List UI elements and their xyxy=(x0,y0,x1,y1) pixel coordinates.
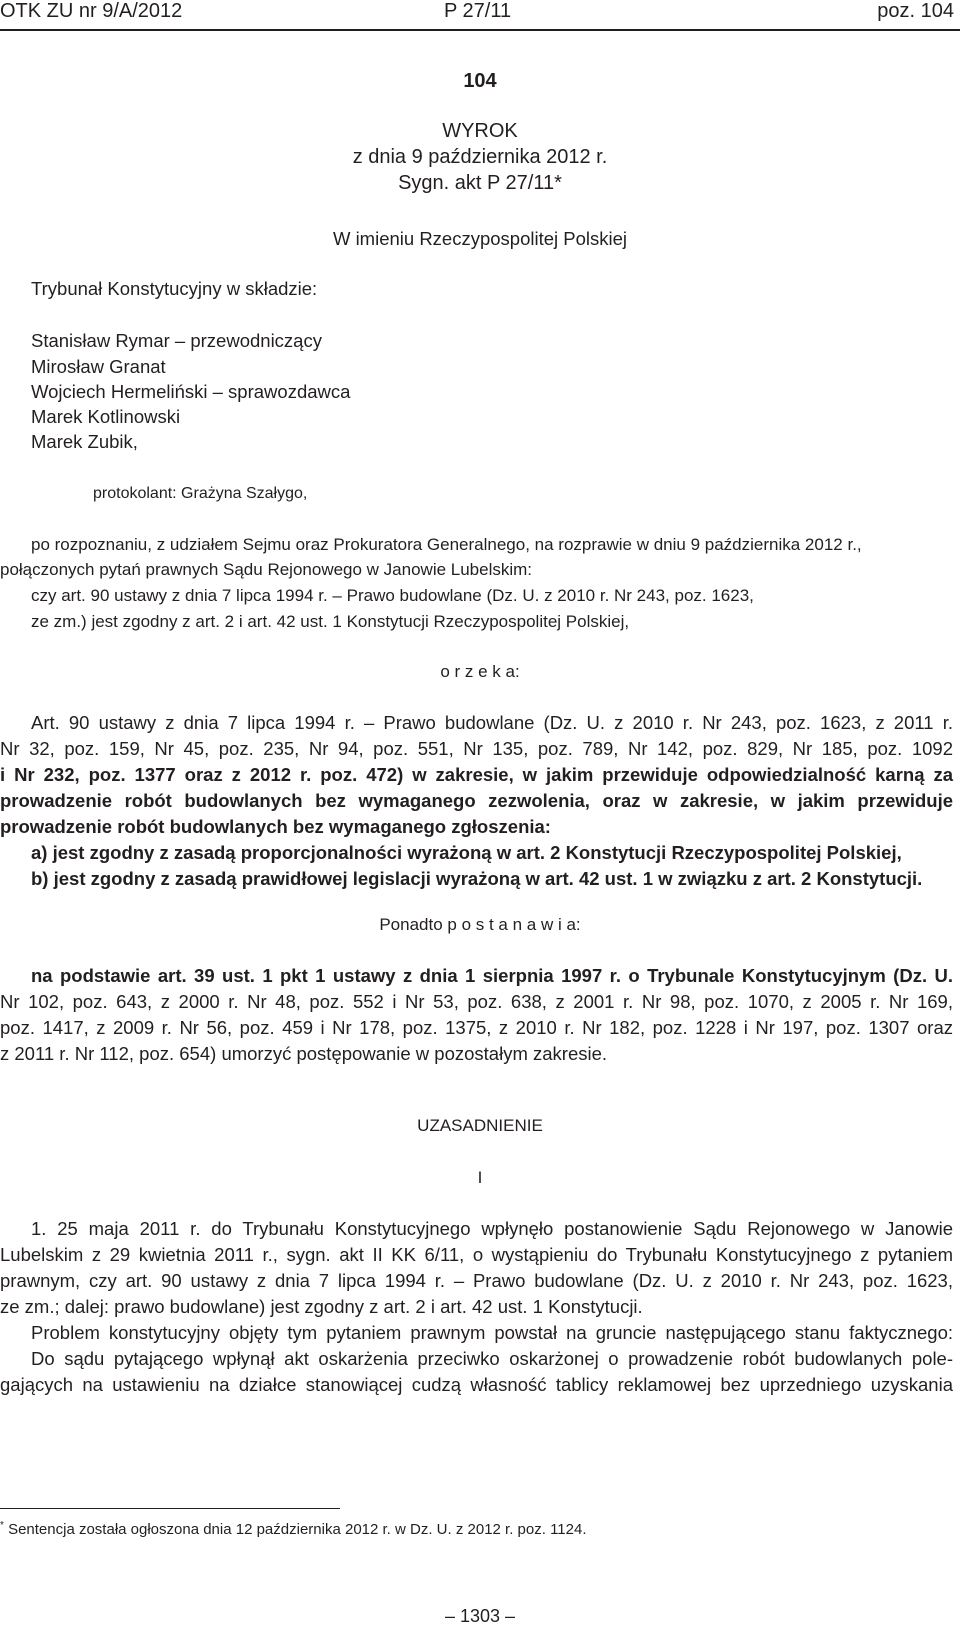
ruling-point-b: b) jest zgodny z zasadą prawidłowej legislacji wyrażoną w art. 42 ust. 1 w związku z art. 2 Konstytucji. xyxy=(31,868,923,889)
judgment-date: z dnia 9 października 2012 r. xyxy=(352,146,608,168)
body-line: Do sądu pytającego wpłynął akt oskarżenia przeciwko oskarżonej o prowadzenie robót budowlanych pole- xyxy=(31,1348,953,1369)
question-line-2: ze zm.) jest zgodny z art. 2 i art. 42 ust. 1 Konstytucji Rzeczypospolitej Polskiej, xyxy=(31,612,630,631)
footnote-mark: * xyxy=(0,1520,4,1531)
orzeka-heading: o r z e k a: xyxy=(440,662,520,681)
body-line: 1. 25 maja 2011 r. do Trybunału Konstytucyjnego wpłynęło postanowienie Sądu Rejonowego w Janowie xyxy=(31,1218,953,1239)
ruling-point-a: a) jest zgodny z zasadą proporcjonalności wyrażoną w art. 2 Konstytucji Rzeczypospolitej Polskiej, xyxy=(31,842,902,863)
body-line: prawnym, czy art. 90 ustawy z dnia 7 lipca 1994 r. – Prawo budowlane (Dz. U. z 2010 r. Nr 243, poz. 1623, xyxy=(0,1270,953,1291)
question-line-1: czy art. 90 ustawy z dnia 7 lipca 1994 r. – Prawo budowlane (Dz. U. z 2010 r. Nr 243, poz. 1623, xyxy=(31,586,754,605)
member-3: Wojciech Hermeliński – sprawozdawca xyxy=(31,381,351,402)
page-number: – 1303 – xyxy=(444,1606,516,1626)
body-line: Problem konstytucyjny objęty tym pytaniem prawnym powstał na gruncie następującego stanu faktycznego: xyxy=(31,1322,953,1343)
composition-label: Trybunał Konstytucyjny w składzie: xyxy=(31,278,318,299)
header-position: poz. 104 xyxy=(877,0,954,22)
ruling-line: prowadzenie robót budowlanych bez wymaganego zgłoszenia: xyxy=(0,816,551,837)
ruling-line: Nr 32, poz. 159, Nr 45, poz. 235, Nr 94, poz. 551, Nr 135, poz. 789, Nr 142, poz. 829, Nr 185, poz. 1092 xyxy=(0,738,953,759)
member-1: Stanisław Rymar – przewodniczący xyxy=(31,330,322,351)
entry-number: 104 xyxy=(463,70,497,92)
ruling-line: prowadzenie robót budowlanych bez wymaganego zezwolenia, oraz w zakresie, w jakim przewiduje xyxy=(0,790,953,811)
judgment-title: WYROK xyxy=(442,120,518,142)
intro-line-1: po rozpoznaniu, z udziałem Sejmu oraz Prokuratora Generalnego, na rozprawie w dniu 9 października 2012 r., xyxy=(31,535,862,554)
header-divider xyxy=(0,29,960,31)
intro-line-2: połączonych pytań prawnych Sądu Rejonowego w Janowie Lubelskim: xyxy=(0,560,533,579)
footnote-text: Sentencja została ogłoszona dnia 12 października 2012 r. w Dz. U. z 2012 r. poz. 1124. xyxy=(8,1521,587,1538)
body-line: ze zm.; dalej: prawo budowlane) jest zgodny z art. 2 i art. 42 ust. 1 Konstytucji. xyxy=(0,1296,643,1317)
decision-line: z 2011 r. Nr 112, poz. 654) umorzyć postępowanie w pozostałym zakresie. xyxy=(0,1043,608,1064)
court-clerk: protokolant: Grażyna Szałygo, xyxy=(93,485,308,502)
member-5: Marek Zubik, xyxy=(31,431,138,452)
in-the-name-of-republic: W imieniu Rzeczypospolitej Polskiej xyxy=(332,228,628,249)
decision-line: na podstawie art. 39 ust. 1 pkt 1 ustawy z dnia 1 sierpnia 1997 r. o Trybunale Konstytucyjnym (Dz. U. xyxy=(31,965,953,986)
ruling-line: Art. 90 ustawy z dnia 7 lipca 1994 r. – Prawo budowlane (Dz. U. z 2010 r. Nr 243, poz. 1623, z 2011 r. xyxy=(31,712,953,733)
running-header xyxy=(0,0,960,28)
ruling-line: i Nr 232, poz. 1377 oraz z 2012 r. poz. 472) w zakresie, w jakim przewiduje odpowiedzialność karną za xyxy=(0,764,953,785)
justification-body xyxy=(0,1216,953,1398)
ruling-paragraph xyxy=(0,710,953,892)
body-line: Lubelskim z 29 kwietnia 2011 r., sygn. akt II KK 6/11, o wystąpieniu do Trybunału Konstytucyjnego z pytaniem xyxy=(0,1244,953,1265)
section-roman-numeral: I xyxy=(477,1168,483,1187)
header-journal-ref: OTK ZU nr 9/A/2012 xyxy=(0,0,183,22)
header-case-number: P 27/11 xyxy=(444,0,512,22)
footnote-divider xyxy=(0,1508,340,1509)
case-signature: Sygn. akt P 27/11* xyxy=(398,172,562,194)
member-2: Mirosław Granat xyxy=(31,356,166,377)
postanawia-heading: Ponadto p o s t a n a w i a: xyxy=(379,915,581,934)
body-line: gających na ustawieniu na działce stanowiącej cudzą własność tablicy reklamowej bez uprzedniego uzyskania xyxy=(0,1374,953,1395)
decision-line: poz. 1417, z 2009 r. Nr 56, poz. 459 i Nr 178, poz. 1375, z 2010 r. Nr 182, poz. 1228 i Nr 197, poz. 1307 oraz xyxy=(0,1017,953,1038)
footnote xyxy=(0,1520,587,1538)
decision-paragraph xyxy=(0,963,953,1067)
justification-heading: UZASADNIENIE xyxy=(417,1116,543,1135)
member-4: Marek Kotlinowski xyxy=(31,406,181,427)
decision-line: Nr 102, poz. 643, z 2000 r. Nr 48, poz. 552 i Nr 53, poz. 638, z 2001 r. Nr 98, poz. 1070, z 2005 r. Nr 169, xyxy=(0,991,953,1012)
